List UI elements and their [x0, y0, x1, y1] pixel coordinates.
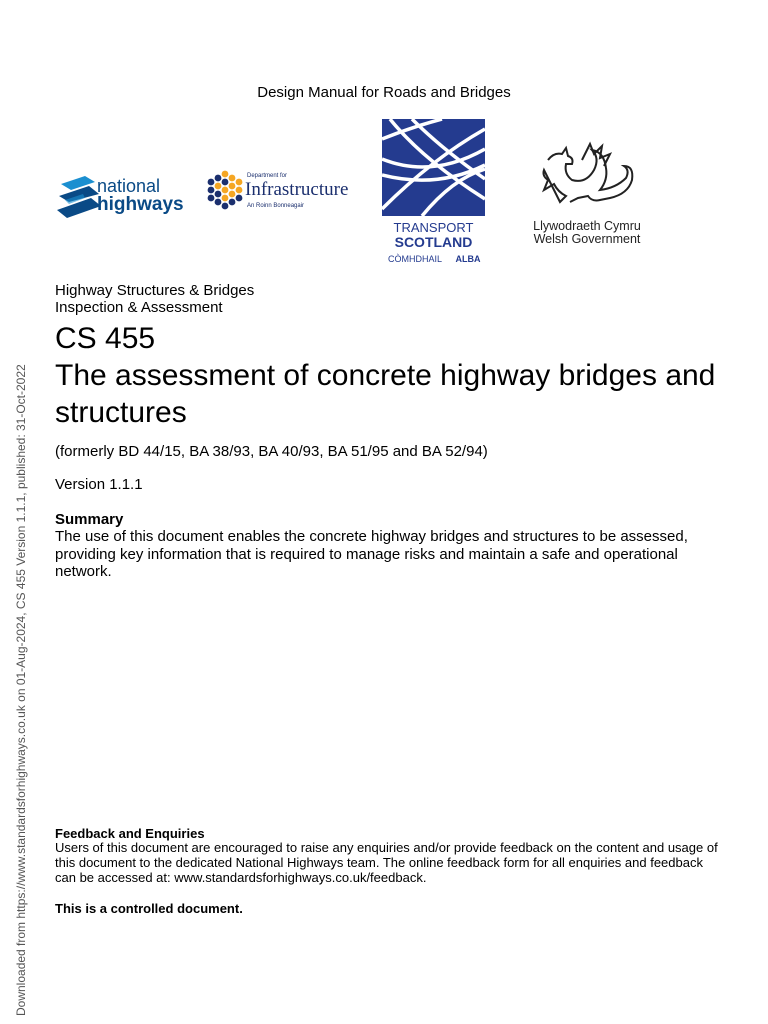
nh-line2: highways	[97, 194, 184, 215]
welsh-government-logo	[530, 140, 645, 245]
feedback-text: Users of this document are encouraged to raise any enquiries and/or provide feedback on the content and usage of this document to the dedicated National Highways team. The online feedback form for all enquiries and feedback can be accessed at: www.standardsforhighways.co.uk/feedback.	[55, 840, 718, 885]
ts-line2: SCOTLAND	[394, 234, 473, 250]
nh-line1: national	[97, 176, 161, 196]
manual-title: Design Manual for Roads and Bridges	[257, 84, 511, 101]
ts-line3a: CÒMHDHAIL	[387, 254, 443, 264]
version-label: Version 1.1.1	[55, 476, 143, 493]
summary-heading: Summary	[55, 511, 124, 528]
download-stamp: Downloaded from https://www.standardsforhighways.co.uk on 01-Aug-2024, CS 455 Version 1.1.1, published: 31-Oct-2022	[14, 364, 28, 1016]
formerly-note: (formerly BD 44/15, BA 38/93, BA 40/93, BA 51/95 and BA 52/94)	[55, 443, 488, 460]
feedback-heading: Feedback and Enquiries	[55, 826, 205, 841]
document-title: The assessment of concrete highway bridges and structures	[55, 359, 716, 429]
dfi-small: Department for	[247, 173, 288, 179]
ts-line1: TRANSPORT	[393, 220, 474, 235]
dfi-name: Infrastructure	[245, 179, 349, 200]
document-code: CS 455	[55, 322, 156, 355]
wg-line1: Llywodraeth Cymru	[533, 219, 641, 233]
category-line-1: Highway Structures & Bridges	[55, 282, 255, 299]
hexagon-cluster-icon	[208, 171, 243, 210]
controlled-document-note: This is a controlled document.	[55, 901, 243, 916]
summary-text: The use of this document enables the concrete highway bridges and structures to be assessed, providing key information that is required to manage risks and maintain a safe and operational network.	[55, 528, 688, 580]
national-highways-logo	[55, 140, 205, 260]
wg-line2: Welsh Government	[533, 232, 641, 245]
dfi-logo	[205, 168, 365, 213]
category-line-2: Inspection & Assessment	[55, 299, 223, 316]
dragon-icon	[544, 144, 633, 202]
transport-scotland-logo	[382, 119, 485, 265]
ts-line3b: ALBA	[455, 254, 481, 264]
dfi-irish: An Roinn Bonneagair	[247, 203, 305, 209]
